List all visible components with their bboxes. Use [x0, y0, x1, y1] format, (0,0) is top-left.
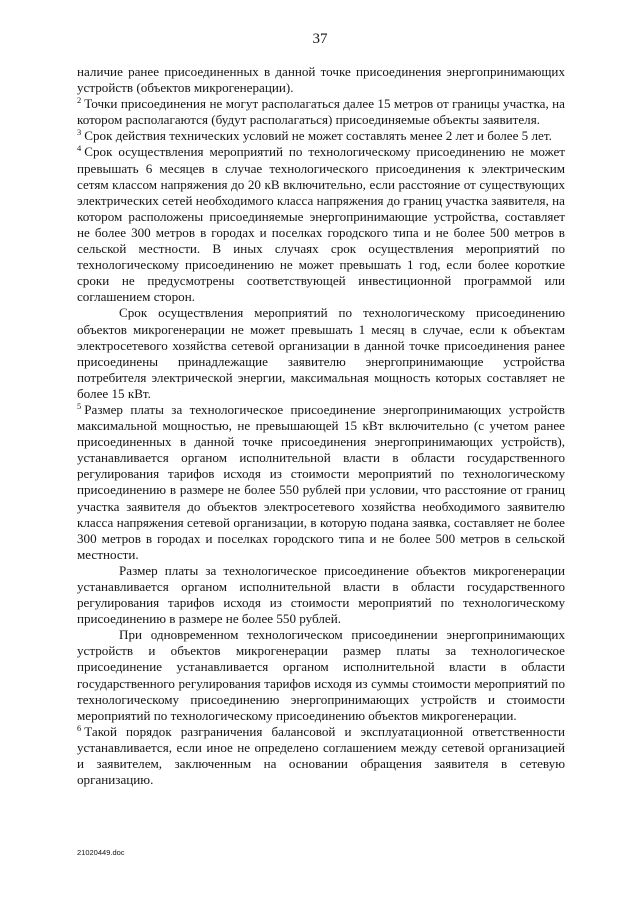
- body-paragraph: [77, 305, 565, 402]
- paragraph-text: Размер платы за технологическое присоединение энергопринимающих устройств максимальной мощностью, не превышающей 15 кВт включительно (с учетом ранее присоединенных в данной точке присоединения энергопринимающих устройств), устанавливается органом исполнительной власти в области государственного регулирования тарифов исходя из стоимости мероприятий по технологическому присоединению в размере не более 550 рублей при условии, что расстояние от границ участка заявителя до объектов электросетевого хозяйства необходимого заявителю класса напряжения сетевой организации, в которую подана заявка, составляет не более 300 метров в городах и поселках городского типа и не более 500 метров в сельской местности.: [77, 401, 565, 562]
- paragraph-text: Срок осуществления мероприятий по технологическому присоединению объектов микрогенерации не может превышать 1 месяц в случае, если к объектам электросетевого хозяйства сетевой организации в данной точке присоединения ранее присоединены принадлежащие заявителю энергопринимающие устройства потребителя электрической энергии, максимальная мощность которых составляет не более 15 кВт.: [77, 305, 565, 401]
- paragraph-text: Точки присоединения не могут располагаться далее 15 метров от границы участка, на котором располагаются (будут располагаться) присоединяемые объекты заявителя.: [77, 96, 565, 128]
- footnote-paragraph: [77, 128, 565, 144]
- footnote-paragraph: [77, 144, 565, 305]
- footnote-paragraph: [77, 96, 565, 128]
- paragraph-text: При одновременном технологическом присоединении энергопринимающих устройств и объектов микрогенерации размер платы за технологическое присоединение устанавливается органом исполнительной власти в области государственного регулирования тарифов исходя из суммы стоимости мероприятий по технологическому присоединению энергопринимающих устройств и стоимости мероприятий по технологическому присоединению объектов микрогенерации.: [77, 627, 565, 723]
- footnote-paragraph: [77, 402, 565, 563]
- footnote-marker: 4: [77, 143, 82, 154]
- body-paragraph: [77, 563, 565, 627]
- footnote-marker: 3: [77, 127, 82, 138]
- paragraph-text: наличие ранее присоединенных в данной точке присоединения энергопринимающих устройств (объектов микрогенерации).: [77, 64, 565, 96]
- paragraph-text: Размер платы за технологическое присоединение объектов микрогенерации устанавливается органом исполнительной власти в области государственного регулирования тарифов исходя из стоимости мероприятий по технологическому присоединению в размере не более 550 рублей.: [77, 562, 565, 627]
- footnote-marker: 5: [77, 400, 82, 411]
- paragraph-text: Срок осуществления мероприятий по технологическому присоединению не может превышать 6 месяцев в случае технологического присоединения к электрическим сетям классом напряжения до 20 кВ включительно, если расстояние от существующих электрических сетей необходимого класса напряжения до границ участка заявителя, на котором расположены присоединяемые энергопринимающие устройства, составляет не более 300 метров в городах и поселках городского типа и не более 500 метров в сельской местности. В иных случаях срок осуществления мероприятий по технологическому присоединению не может превышать 1 год, если более короткие сроки не предусмотрены соответствующей инвестиционной программой или соглашением сторон.: [77, 144, 565, 305]
- footnote-marker: 6: [77, 722, 82, 733]
- body-paragraph: [77, 64, 565, 96]
- document-body: [77, 64, 565, 788]
- paragraph-text: Срок действия технических условий не может составлять менее 2 лет и более 5 лет.: [84, 128, 552, 144]
- footnote-marker: 2: [77, 95, 82, 106]
- page-number: 37: [312, 31, 328, 47]
- paragraph-text: Такой порядок разграничения балансовой и эксплуатационной ответственности устанавливается, если иное не определено соглашением между сетевой организацией и заявителем, заключенным на основании обращения заявителя в сетевую организацию.: [77, 723, 565, 788]
- file-name-footer: 21020449.doc: [77, 848, 125, 857]
- footnote-paragraph: [77, 724, 565, 788]
- body-paragraph: [77, 627, 565, 724]
